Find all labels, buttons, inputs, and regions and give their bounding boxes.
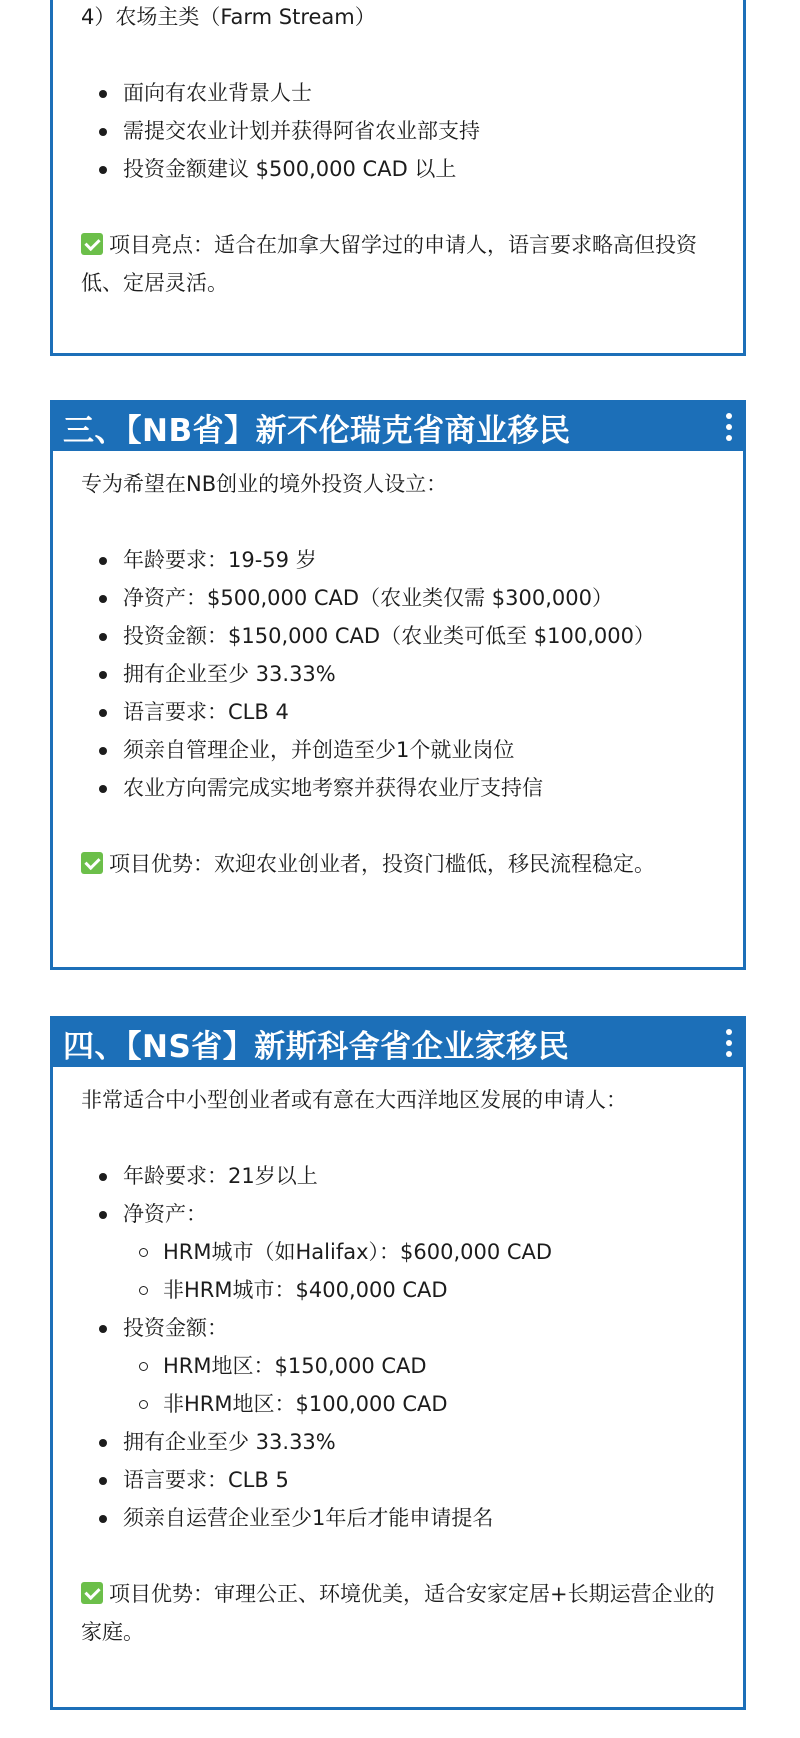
list-item: 语言要求：CLB 4 — [81, 693, 715, 731]
list-item: 年龄要求：19-59 岁 — [81, 541, 715, 579]
investment-label: 投资金额： — [123, 1316, 228, 1340]
more-vertical-icon[interactable] — [725, 413, 733, 441]
farm-stream-card — [50, 0, 746, 356]
list-item: 须亲自运营企业至少1年后才能申请提名 — [81, 1499, 715, 1537]
sub-list-item: HRM地区：$150,000 CAD — [123, 1347, 715, 1385]
farm-stream-highlight-text: 项目亮点：适合在加拿大留学过的申请人，语言要求略高但投资低、定居灵活。 — [81, 233, 697, 295]
net-assets-sublist — [123, 1233, 715, 1309]
ns-intro: 非常适合中小型创业者或有意在大西洋地区发展的申请人： — [81, 1088, 627, 1112]
list-item: 须亲自管理企业，并创造至少1个就业岗位 — [81, 731, 715, 769]
check-mark-icon — [81, 1582, 103, 1604]
list-item: 拥有企业至少 33.33% — [81, 1423, 715, 1461]
list-item: 农业方向需完成实地考察并获得农业厅支持信 — [81, 769, 715, 807]
farm-stream-list — [81, 74, 715, 188]
ns-highlight-text: 项目优势：审理公正、环境优美，适合安家定居+长期运营企业的家庭。 — [81, 1582, 715, 1644]
list-item: 年龄要求：21岁以上 — [81, 1157, 715, 1195]
list-item: 面向有农业背景人士 — [81, 74, 715, 112]
list-item: 投资金额建议 $500,000 CAD 以上 — [81, 150, 715, 188]
list-item: 需提交农业计划并获得阿省农业部支持 — [81, 112, 715, 150]
farm-stream-highlight — [81, 226, 715, 302]
ns-requirements-list — [81, 1157, 715, 1537]
list-item: 净资产：$500,000 CAD（农业类仅需 $300,000） — [81, 579, 715, 617]
list-item — [81, 1309, 715, 1423]
list-item: 语言要求：CLB 5 — [81, 1461, 715, 1499]
sub-list-item: 非HRM地区：$100,000 CAD — [123, 1385, 715, 1423]
nb-requirements-list — [81, 541, 715, 807]
ns-entrepreneur-immigration-card — [50, 1016, 746, 1710]
check-mark-icon — [81, 233, 103, 255]
card-title: 三、【NB省】新不伦瑞克省商业移民 — [63, 412, 571, 449]
sub-list-item: HRM城市（如Halifax）：$600,000 CAD — [123, 1233, 715, 1271]
list-item — [81, 1195, 715, 1309]
sub-list-item: 非HRM城市：$400,000 CAD — [123, 1271, 715, 1309]
ns-highlight — [81, 1575, 715, 1651]
card-title: 四、【NS省】新斯科舍省企业家移民 — [63, 1028, 570, 1065]
list-item: 拥有企业至少 33.33% — [81, 655, 715, 693]
investment-sublist — [123, 1347, 715, 1423]
nb-intro: 专为希望在NB创业的境外投资人设立： — [81, 472, 448, 496]
more-vertical-icon[interactable] — [725, 1029, 733, 1057]
nb-business-immigration-card — [50, 400, 746, 970]
net-assets-label: 净资产： — [123, 1202, 207, 1226]
nb-highlight-text: 项目优势：欢迎农业创业者，投资门槛低，移民流程稳定。 — [109, 852, 655, 876]
list-item: 投资金额：$150,000 CAD（农业类可低至 $100,000） — [81, 617, 715, 655]
card-header — [53, 403, 743, 451]
nb-highlight — [81, 845, 715, 883]
farm-stream-subtitle: 4）农场主类（Farm Stream） — [81, 5, 376, 29]
check-mark-icon — [81, 852, 103, 874]
card-header — [53, 1019, 743, 1067]
